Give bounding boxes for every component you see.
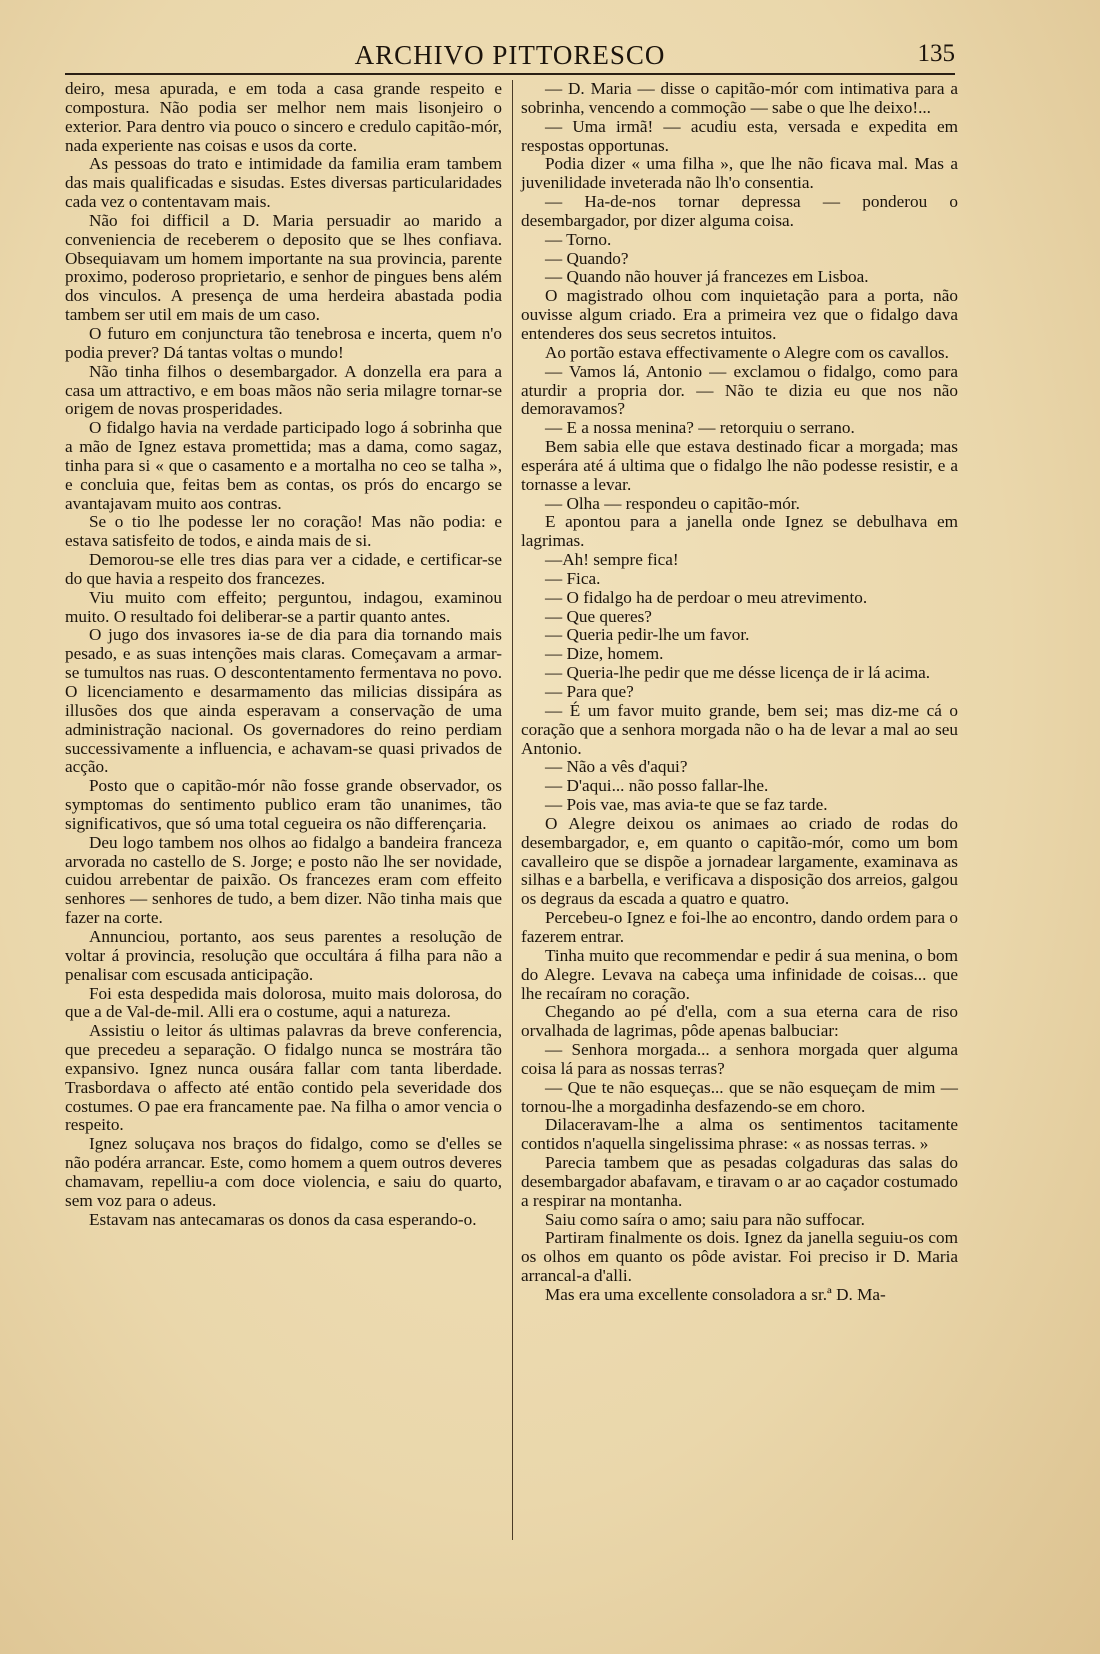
paragraph: — Quando? bbox=[545, 248, 629, 268]
paragraph: Demorou-se elle tres dias para ver a cidade, e certificar-se do que havia a respeito dos francezes. bbox=[65, 550, 502, 588]
paragraph: — Queria pedir-lhe um favor. bbox=[545, 625, 750, 645]
paragraph: — O fidalgo ha de perdoar o meu atrevimento. bbox=[545, 587, 868, 607]
paragraph: — Dize, homem. bbox=[545, 644, 664, 664]
paragraph: Saiu como saíra o amo; saiu para não suffocar. bbox=[545, 1209, 865, 1229]
page-header bbox=[65, 38, 955, 74]
paragraph: — Ha-de-nos tornar depressa — ponderou o desembargador, por dizer alguma coisa. bbox=[521, 192, 958, 230]
page-number: 135 bbox=[917, 40, 955, 67]
paragraph: — Uma irmã! — acudiu esta, versada e expedita em respostas opportunas. bbox=[521, 116, 958, 155]
paragraph: Posto que o capitão-mór não fosse grande observador, os symptomas do sentimento publico eram tão unanimes, tão significativos, que só uma total cegueira os não differençaria. bbox=[65, 776, 502, 833]
paragraph: Percebeu-o Ignez e foi-lhe ao encontro, dando ordem para o fazerem entrar. bbox=[521, 908, 958, 946]
paragraph: — Para que? bbox=[545, 682, 634, 701]
left-column bbox=[65, 80, 502, 1229]
paragraph: Se o tio lhe podesse ler no coração! Mas não podia: e estava satisfeito de todos, e ainda mais de si. bbox=[65, 512, 502, 551]
paragraph: — É um favor muito grande, bem sei; mas diz-me cá o coração que a senhora morgada não o ha de levar a mal ao seu Antonio. bbox=[521, 700, 958, 758]
paragraph: — E a nossa menina? — retorquiu o serrano. bbox=[545, 418, 855, 438]
paragraph: — Senhora morgada... a senhora morgada quer alguma coisa lá para as nossas terras? bbox=[521, 1040, 958, 1078]
paragraph: Dilaceravam-lhe a alma os sentimentos tacitamente contidos n'aquella singelissima phrase: « as nossas terras. » bbox=[521, 1115, 958, 1154]
paragraph: — Pois vae, mas avia-te que se faz tarde. bbox=[545, 795, 828, 815]
paragraph: — Não a vês d'aqui? bbox=[545, 757, 688, 777]
paragraph: — D'aqui... não posso fallar-lhe. bbox=[545, 776, 769, 796]
paragraph: Bem sabia elle que estava destinado ficar a morgada; mas esperára até á ultima que o fidalgo lhe não podesse resistir, e a tornasse a levar. bbox=[521, 437, 958, 494]
paragraph: Podia dizer « uma filha », que lhe não ficava mal. Mas a juvenilidade inveterada não lh'o consentia. bbox=[521, 154, 958, 193]
paragraph: Deu logo tambem nos olhos ao fidalgo a bandeira franceza arvorada no castello de S. Jorge; e posto não lhe ser novidade, cuidou arrebentar de paixão. Os francezes eram com effeito senhores — senhores de tudo, a bem dizer. Não tinha mais que fazer na corte. bbox=[65, 832, 502, 928]
paragraph: Ao portão estava effectivamente o Alegre com os cavallos. bbox=[545, 342, 949, 362]
paragraph: — D. Maria — disse o capitão-mór com intimativa para a sobrinha, vencendo a commoção — sabe o que lhe deixo!... bbox=[521, 79, 958, 117]
paragraph: Não foi difficil a D. Maria persuadir ao marido a conveniencia de receberem o deposito que se lhes confiava. Obsequiavam um homem importante na sua provincia, parente proximo, poderoso proprietario, e senhor de pingues bens além dos vinculos. A presença de uma herdeira abastada podia tambem ser util em mais de um caso. bbox=[65, 210, 502, 325]
paragraph: Parecia tambem que as pesadas colgaduras das salas do desembargador abafavam, e tiravam o ar ao caçador costumado a respirar na montanha. bbox=[521, 1153, 958, 1210]
paragraph: — Torno. bbox=[545, 229, 612, 249]
paragraph: Annunciou, portanto, aos seus parentes a resolução de voltar á provincia, resolução que occultára á filha para não a penalisar com escusada anticipação. bbox=[65, 926, 502, 984]
paragraph: O futuro em conjunctura tão tenebrosa e incerta, quem n'o podia prever? Dá tantas voltas o mundo! bbox=[65, 323, 502, 362]
publication-title: ARCHIVO PITTORESCO bbox=[354, 40, 666, 70]
paragraph: O fidalgo havia na verdade participado logo á sobrinha que a mão de Ignez estava promettida; mas a dama, como sagaz, tinha para si « que o casamento e a mortalha no ceo se talha », e concluia que, feitas bem as contas, os prós do encargo se avantajavam muito aos contras. bbox=[65, 418, 502, 513]
paragraph: deiro, mesa apurada, e em toda a casa grande respeito e compostura. Não podia ser melhor nem mais lisonjeiro o exterior. Para dentro via pouco o sincero e credulo capitão-mór, nada experiente nas coisas e usos da corte. bbox=[65, 79, 502, 155]
paragraph: —Ah! sempre fica! bbox=[545, 550, 679, 570]
paragraph: E apontou para a janella onde Ignez se debulhava em lagrimas. bbox=[521, 512, 958, 551]
paragraph: — Olha — respondeu o capitão-mór. bbox=[545, 493, 800, 513]
paragraph: — Que queres? bbox=[545, 606, 652, 626]
paragraph: O jugo dos invasores ia-se de dia para dia tornando mais pesado, e as suas intenções mais claras. Começavam a armar-se tumultos nas ruas. O descontentamento fermentava no povo. O licenciamento e desarmamento das milicias dissipára as illusões dos que ainda esperavam a conservação de uma administração nacional. Os governadores do reino perdiam successivamente a influencia, e achavam-se quasi privados de acção. bbox=[65, 625, 502, 777]
column-divider bbox=[512, 80, 513, 1540]
header-rule bbox=[65, 73, 955, 75]
paragraph: O Alegre deixou os animaes ao criado de rodas do desembargador, e, em quanto o capitão-mór, como um bom cavalleiro que se dispõe a jornadear largamente, examinava as silhas e a barbella, e verificava a disposição dos arreios, galgou os degraus da escada a quatro e quatro. bbox=[521, 813, 958, 909]
paragraph: Estavam nas antecamaras os donos da casa esperando-o. bbox=[89, 1209, 477, 1229]
paragraph: Assistiu o leitor ás ultimas palavras da breve conferencia, que precedeu a separação. O fidalgo nunca se mostrára tão expansivo. Ignez nunca ousára fallar com tanta liberdade. Trasbordava o affecto até então contido pela severidade dos costumes. O pae era francamente pae. Na filha o amor vencia o respeito. bbox=[65, 1021, 502, 1135]
paragraph: Chegando ao pé d'ella, com a sua eterna cara de riso orvalhada de lagrimas, pôde apenas balbuciar: bbox=[521, 1002, 958, 1041]
paragraph: O magistrado olhou com inquietação para a porta, não ouvisse algum criado. Era a primeira vez que o fidalgo dava entenderes dos seus secretos intuitos. bbox=[521, 286, 958, 343]
paragraph: Partiram finalmente os dois. Ignez da janella seguiu-os com os olhos em quanto os pôde avistar. Foi preciso ir D. Maria arrancal-a d'alli. bbox=[521, 1228, 958, 1286]
paragraph: Viu muito com effeito; perguntou, indagou, examinou muito. O resultado foi deliberar-se a partir quanto antes. bbox=[65, 587, 502, 626]
paragraph: Foi esta despedida mais dolorosa, muito mais dolorosa, do que a de Val-de-mil. Alli era o costume, aqui a natureza. bbox=[65, 983, 502, 1022]
paragraph: — Vamos lá, Antonio — exclamou o fidalgo, como para aturdir a propria dor. — Não te dizia eu que nos não demoravamos? bbox=[521, 361, 958, 419]
paragraph: Tinha muito que recommendar e pedir á sua menina, o bom do Alegre. Levava na cabeça uma infinidade de coisas... que lhe recaíram no coração. bbox=[521, 945, 958, 1003]
right-column bbox=[521, 80, 958, 1305]
paragraph: Não tinha filhos o desembargador. A donzella era para a casa um attractivo, e em boas mãos não seria milagre tornar-se origem de novas prosperidades. bbox=[65, 361, 502, 419]
paragraph: — Quando não houver já francezes em Lisboa. bbox=[545, 267, 869, 287]
paragraph: — Que te não esqueças... que se não esqueçam de mim — tornou-lhe a morgadinha desfazendo-se em choro. bbox=[521, 1077, 958, 1116]
paragraph: — Fica. bbox=[545, 568, 601, 588]
paragraph: Mas era uma excellente consoladora a sr.ª D. Ma- bbox=[545, 1285, 886, 1304]
paragraph: Ignez soluçava nos braços do fidalgo, como se d'elles se não podéra arrancar. Este, como homem a quem outros deveres chamavam, repelliu-a com doce violencia, e saiu do quarto, sem voz para o adeus. bbox=[65, 1134, 502, 1210]
paragraph: As pessoas do trato e intimidade da familia eram tambem das mais qualificadas e sisudas. Estes diversas particularidades cada vez o contentavam mais. bbox=[65, 154, 502, 212]
paragraph: — Queria-lhe pedir que me désse licença de ir lá acima. bbox=[545, 663, 931, 683]
